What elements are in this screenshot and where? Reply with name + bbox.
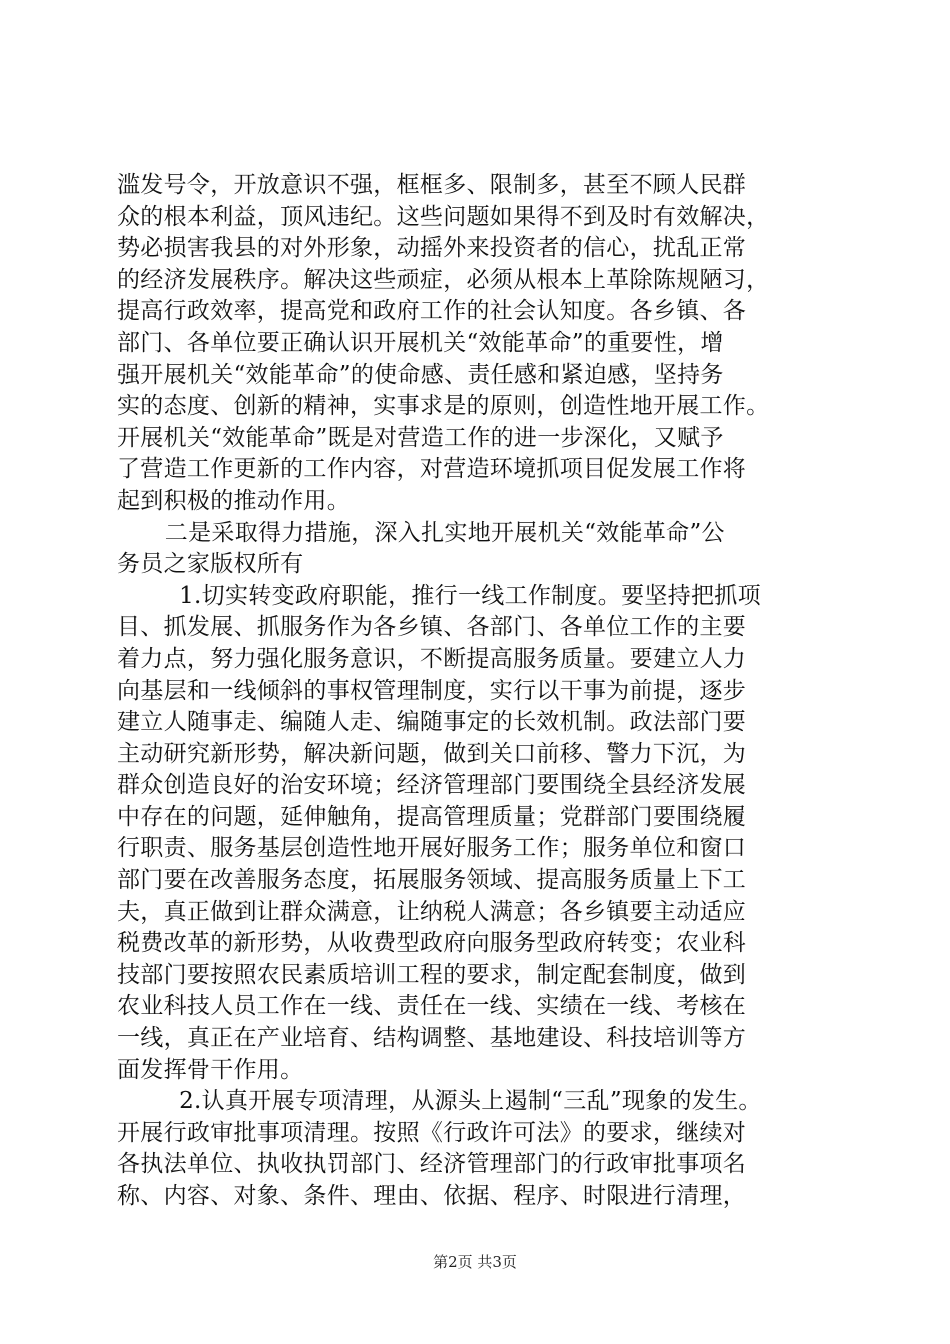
text-line: 部门要在改善服务态度，拓展服务领域、提高服务质量上下工 (117, 867, 747, 894)
text-line: 行职责、服务基层创造性地开展好服务工作；服务单位和窗口 (117, 835, 747, 862)
text-line: 起到积极的推动作用。 (117, 487, 350, 514)
text-line: 强开展机关“效能革命”的使命感、责任感和紧迫感，坚持务 (117, 361, 724, 388)
text-line: 开展行政审批事项清理。按照《行政许可法》的要求，继续对 (117, 1119, 747, 1146)
text-line: 群众创造良好的治安环境；经济管理部门要围绕全县经济发展 (117, 772, 747, 799)
text-line: 目、抓发展、抓服务作为各乡镇、各部门、各单位工作的主要 (117, 614, 747, 641)
text-line: 技部门要按照农民素质培训工程的要求，制定配套制度，做到 (117, 961, 747, 988)
text-line: 着力点，努力强化服务意识，不断提高服务质量。要建立人力 (117, 645, 747, 672)
text-line: 部门、各单位要正确认识开展机关“效能革命”的重要性，增 (117, 329, 724, 356)
text-line: 二是采取得力措施，深入扎实地开展机关“效能革命”公 (164, 519, 725, 546)
text-line: 主动研究新形势，解决新问题，做到关口前移、警力下沉，为 (117, 740, 747, 767)
text-line: 建立人随事走、编随人走、编随事定的长效机制。政法部门要 (117, 709, 747, 736)
text-line: 实的态度、创新的精神，实事求是的原则，创造性地开展工作。 (117, 393, 770, 420)
text-line: 税费改革的新形势，从收费型政府向服务型政府转变；农业科 (117, 930, 747, 957)
text-line: 称、内容、对象、条件、理由、依据、程序、时限进行清理， (117, 1183, 747, 1209)
text-line: 1.切实转变政府职能，推行一线工作制度。要坚持把抓项 (179, 582, 761, 609)
text-line: 务员之家版权所有 (117, 551, 304, 578)
page-footer: 第2页 共3页 (433, 1253, 517, 1271)
text-line: 的经济发展秩序。解决这些顽症，必须从根本上革除陈规陋习， (117, 266, 770, 293)
text-line: 势必损害我县的对外形象，动摇外来投资者的信心，扰乱正常 (117, 235, 747, 262)
text-line: 众的根本利益，顶风违纪。这些问题如果得不到及时有效解决， (117, 203, 770, 230)
text-line: 2.认真开展专项清理，从源头上遏制“三乱”现象的发生。 (179, 1088, 762, 1115)
text-line: 滥发号令，开放意识不强，框框多、限制多，甚至不顾人民群 (117, 172, 747, 198)
text-line: 农业科技人员工作在一线、责任在一线、实绩在一线、考核在 (117, 993, 747, 1020)
text-line: 提高行政效率，提高党和政府工作的社会认知度。各乡镇、各 (117, 298, 747, 325)
text-line: 开展机关“效能革命”既是对营造工作的进一步深化，又赋予 (117, 424, 724, 451)
text-line: 面发挥骨干作用。 (117, 1056, 304, 1083)
body-text (117, 170, 852, 1213)
text-line: 了营造工作更新的工作内容，对营造环境抓项目促发展工作将 (117, 456, 747, 483)
text-line: 夫，真正做到让群众满意，让纳税人满意；各乡镇要主动适应 (117, 898, 747, 925)
text-line: 各执法单位、执收执罚部门、经济管理部门的行政审批事项名 (117, 1151, 747, 1178)
text-line: 一线，真正在产业培育、结构调整、基地建设、科技培训等方 (117, 1025, 747, 1052)
text-line: 向基层和一线倾斜的事权管理制度，实行以干事为前提，逐步 (117, 677, 747, 704)
text-line: 中存在的问题，延伸触角，提高管理质量；党群部门要围绕履 (117, 803, 747, 830)
